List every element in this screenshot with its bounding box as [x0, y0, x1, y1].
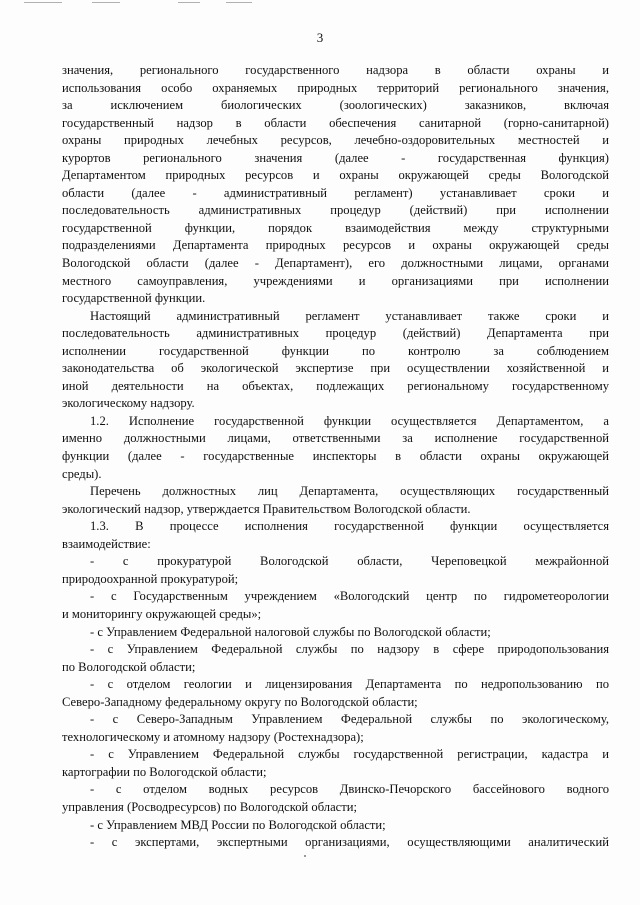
- paragraph: [62, 781, 609, 816]
- text-line: 1.3. В процессе исполнения государственной функции осуществляется: [90, 519, 609, 534]
- paragraph: [62, 624, 609, 642]
- text-line: Настоящий административный регламент устанавливает также сроки и: [90, 308, 609, 323]
- text-line: области (далее - административный регламент) устанавливает сроки и: [62, 185, 609, 200]
- text-line: экологическому надзору.: [62, 396, 195, 411]
- text-line: - с отделом геологии и лицензирования Департамента по недропользованию по: [90, 677, 609, 692]
- text-line: - с экспертами, экспертными организациями, осуществляющими аналитический: [90, 835, 609, 850]
- text-line: за исключением биологических (зоологических) заказников, включая: [62, 98, 609, 113]
- text-line: законодательства об экологической экспертизе при осуществлении хозяйственной и: [62, 361, 609, 376]
- scan-edge-marks: [0, 0, 640, 6]
- text-line: - с Северо-Западным Управлением Федеральной службы по экологическому,: [90, 712, 609, 727]
- text-line: Вологодской области (далее - Департамент), его должностными лицами, органами: [62, 256, 609, 271]
- text-line: и мониторингу окружающей среды»;: [62, 606, 262, 621]
- paragraph: [62, 711, 609, 746]
- text-line: 1.2. Исполнение государственной функции осуществляется Департаментом, а: [90, 413, 609, 428]
- text-line: среды).: [62, 466, 102, 481]
- text-line: - с Управлением Федеральной налоговой службы по Вологодской области;: [90, 624, 491, 639]
- text-line: Северо-Западному федеральному округу по Вологодской области;: [62, 694, 418, 709]
- paragraph: [62, 308, 609, 413]
- text-line: государственной функции, порядок взаимодействия между структурными: [62, 220, 609, 235]
- scan-mark: [226, 2, 252, 3]
- text-line: экологический надзор, утверждается Правительством Вологодской области.: [62, 501, 471, 516]
- text-line: иной деятельности на объектах, подлежащих региональному государственному: [62, 378, 609, 393]
- text-line: именно должностными лицами, ответственными за исполнение государственной: [62, 431, 609, 446]
- scan-mark: [24, 2, 62, 3]
- text-line: последовательность административных процедур (действий) при исполнении: [62, 203, 609, 218]
- text-line: последовательность административных процедур (действий) Департамента при: [62, 326, 609, 341]
- text-line: по Вологодской области;: [62, 659, 196, 674]
- text-line: взаимодействие:: [62, 536, 151, 551]
- paragraph: [62, 483, 609, 518]
- page-number: 3: [316, 30, 324, 45]
- scan-dot: [304, 855, 306, 857]
- text-line: - с Управлением Федеральной службы по надзору в сфере природопользования: [90, 642, 609, 657]
- paragraph: [62, 588, 609, 623]
- text-line: природоохранной прокуратурой;: [62, 571, 239, 586]
- text-line: Департаментом природных ресурсов и охраны окружающей среды Вологодской: [62, 168, 609, 183]
- paragraph: [62, 413, 609, 483]
- text-line: картографии по Вологодской области;: [62, 764, 267, 779]
- paragraph: [62, 518, 609, 553]
- text-line: - с отделом водных ресурсов Двинско-Печорского бассейнового водного: [90, 782, 609, 797]
- paragraph: [62, 746, 609, 781]
- text-line: подразделениями Департамента природных ресурсов и охраны окружающей среды: [62, 238, 609, 253]
- text-line: курортов регионального значения (далее - государственная функция): [62, 150, 609, 165]
- paragraph: [62, 553, 609, 588]
- text-line: государственный надзор в области обеспечения санитарной (горно-санитарной): [62, 115, 609, 130]
- text-line: государственной функции.: [62, 291, 206, 306]
- text-line: исполнении государственной функции по контролю за соблюдением: [62, 343, 609, 358]
- text-line: - с прокуратурой Вологодской области, Череповецкой межрайонной: [90, 554, 609, 569]
- text-line: охраны природных лечебных ресурсов, лечебно-оздоровительных местностей и: [62, 133, 609, 148]
- text-line: местного самоуправления, учреждениями и организациями при исполнении: [62, 273, 609, 288]
- text-line: управления (Росводресурсов) по Вологодской области;: [62, 799, 358, 814]
- paragraph: [62, 834, 609, 852]
- scan-mark: [92, 2, 120, 3]
- text-line: использования особо охраняемых природных территорий регионального значения,: [62, 80, 609, 95]
- text-line: значения, регионального государственного надзора в области охраны и: [62, 63, 609, 77]
- document-body: [62, 62, 609, 852]
- text-line: - с Управлением МВД России по Вологодской области;: [90, 817, 386, 832]
- text-line: Перечень должностных лиц Департамента, осуществляющих государственный: [90, 484, 609, 499]
- text-line: технологическому и атомному надзору (Ростехнадзора);: [62, 729, 364, 744]
- paragraph: [62, 676, 609, 711]
- paragraph: [62, 817, 609, 835]
- text-line: - с Государственным учреждением «Вологодский центр по гидрометеорологии: [90, 589, 609, 604]
- scan-mark: [178, 2, 200, 3]
- text-line: функции (далее - государственные инспекторы в области охраны окружающей: [62, 449, 609, 464]
- paragraph: [62, 62, 609, 308]
- text-line: - с Управлением Федеральной службы государственной регистрации, кадастра и: [90, 747, 609, 762]
- paragraph: [62, 641, 609, 676]
